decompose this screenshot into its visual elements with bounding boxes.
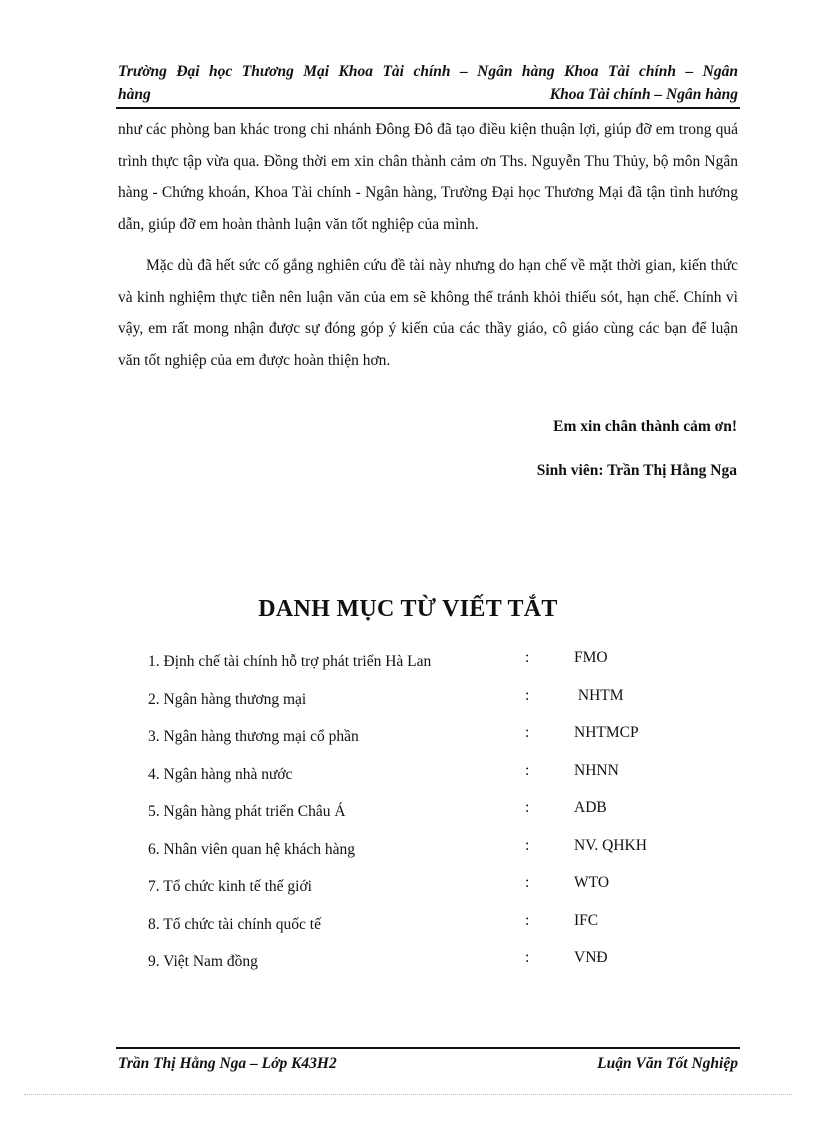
abbreviation-term: 3. Ngân hàng thương mại cổ phần: [148, 728, 359, 745]
abbreviation-code: NV. QHKH: [574, 836, 647, 854]
header-line-1: Trường Đại học Thương Mại Khoa Tài chính – Ngân hàng Khoa Tài chính – Ngân: [118, 63, 738, 80]
abbreviation-code: ADB: [574, 799, 607, 816]
abbreviation-row: [148, 762, 708, 800]
abbreviation-code: NHNN: [574, 761, 619, 779]
footer-author: Trần Thị Hằng Nga – Lớp K43H2: [118, 1055, 337, 1072]
abbreviation-code: IFC: [574, 911, 599, 929]
abbreviation-row: [148, 649, 708, 687]
abbreviation-row: [148, 687, 708, 725]
paragraph-2: Mặc dù đã hết sức cố gắng nghiên cứu đề tài này nhưng do hạn chế về mặt thời gian, kiến thức và kinh nghiệm thực tiễn nên luận văn của em sẽ không thể tránh khỏi thiếu sót, hạn chế. Chính vì vậy, em rất mong nhận được sự đóng góp ý kiến của các thầy giáo, cô giáo cùng các bạn để luận văn tốt nghiệp của em được hoàn thiện hơn.: [118, 257, 738, 369]
abbreviation-separator: :: [525, 949, 530, 966]
abbreviation-row: [148, 837, 708, 875]
acknowledgement-text: [118, 114, 738, 386]
abbreviation-term: 6. Nhân viên quan hệ khách hàng: [148, 840, 356, 858]
header-line-2: [118, 83, 738, 106]
abbreviation-term: 8. Tổ chức tài chính quốc tế: [148, 915, 321, 933]
abbreviation-row: [148, 912, 708, 950]
abbreviation-separator: :: [525, 836, 530, 854]
abbreviation-row: [148, 724, 708, 762]
abbreviation-separator: :: [525, 761, 530, 779]
abbreviation-term: 1. Định chế tài chính hỗ trợ phát triển Hà Lan: [148, 653, 432, 670]
abbreviation-separator: :: [525, 874, 530, 891]
header-line-2-right: Khoa Tài chính – Ngân hàng: [549, 86, 738, 103]
abbreviation-row: [148, 874, 708, 912]
abbreviation-separator: :: [525, 649, 530, 666]
abbreviation-term: 9. Việt Nam đồng: [148, 953, 258, 970]
abbreviation-list: [148, 649, 708, 987]
abbreviation-code: NHTMCP: [574, 724, 639, 741]
abbreviation-row: [148, 799, 708, 837]
header-rule: [116, 107, 740, 109]
header-line-2-left: hàng: [118, 86, 151, 103]
abbreviation-separator: :: [525, 911, 530, 929]
abbreviation-term: 7. Tổ chức kinh tế thế giới: [148, 878, 312, 895]
abbreviation-term: 5. Ngân hàng phát triển Châu Á: [148, 803, 346, 820]
abbreviation-code: VNĐ: [574, 949, 608, 966]
footer-rule: [116, 1047, 740, 1049]
abbreviation-list-title: DANH MỤC TỪ VIẾT TẮT: [258, 596, 558, 622]
page-header: [118, 60, 738, 106]
abbreviation-separator: :: [525, 724, 530, 741]
abbreviation-code: NHTM: [574, 686, 624, 704]
student-signature: Sinh viên: Trần Thị Hằng Nga: [536, 462, 737, 479]
paragraph-1: như các phòng ban khác trong chi nhánh Đông Đô đã tạo điều kiện thuận lợi, giúp đỡ em trong quá trình thực tập vừa qua. Đồng thời em xin chân thành cảm ơn Ths. Nguyễn Thu Thủy, bộ môn Ngân hàng - Chứng khoán, Khoa Tài chính - Ngân hàng, Trường Đại học Thương Mại đã tận tình hướng dẫn, giúp đỡ em hoàn thành luận văn tốt nghiệp của mình.: [118, 121, 738, 233]
abbreviation-separator: :: [525, 686, 530, 704]
abbreviation-code: FMO: [574, 649, 608, 666]
abbreviation-term: 4. Ngân hàng nhà nước: [148, 765, 293, 783]
abbreviation-term: 2. Ngân hàng thương mại: [148, 690, 307, 708]
abbreviation-code: WTO: [574, 874, 610, 891]
abbreviation-separator: :: [525, 799, 530, 816]
page-footer: [118, 1055, 738, 1073]
thanks-line: Em xin chân thành cảm ơn!: [553, 418, 737, 435]
abbreviation-row: [148, 949, 708, 987]
footer-document-type: Luận Văn Tốt Nghiệp: [597, 1055, 738, 1072]
page-bottom-edge: [24, 1094, 792, 1095]
